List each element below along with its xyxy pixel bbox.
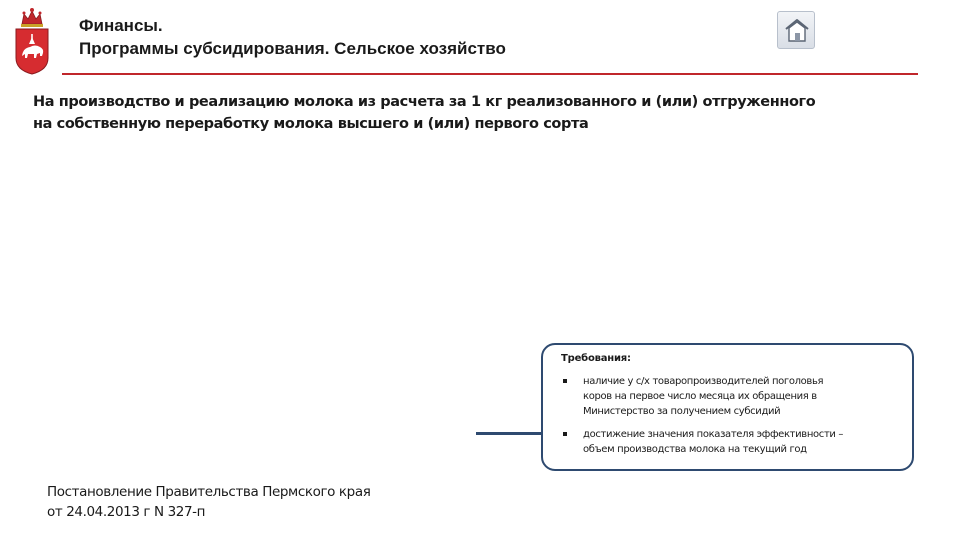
section-subtitle-line1: На производство и реализацию молока из расчета за 1 кг реализованного и (или) отгруженного bbox=[33, 94, 816, 110]
regulation-reference-line2: от 24.04.2013 г N 327-п bbox=[47, 504, 206, 520]
list-item bbox=[561, 374, 896, 419]
connector-line bbox=[476, 432, 543, 435]
list-item bbox=[561, 427, 896, 457]
requirements-title: Требования: bbox=[561, 353, 631, 364]
bullet-icon bbox=[563, 379, 567, 383]
requirement-text-line: коров на первое число месяца их обращения в bbox=[583, 391, 817, 402]
header-divider bbox=[62, 73, 918, 75]
perm-krai-coat-of-arms-icon bbox=[13, 6, 51, 76]
section-subtitle-line2: на собственную переработку молока высшего и (или) первого сорта bbox=[33, 116, 589, 132]
page-title bbox=[79, 14, 506, 60]
requirements-list bbox=[561, 374, 896, 457]
regulation-reference-line1: Постановление Правительства Пермского края bbox=[47, 484, 371, 500]
requirement-text-line: объем производства молока на текущий год bbox=[583, 444, 807, 455]
page-title-line2: Программы субсидирования. Сельское хозяйство bbox=[79, 39, 506, 58]
requirements-box bbox=[541, 343, 914, 471]
home-button[interactable] bbox=[777, 11, 815, 49]
bullet-icon bbox=[563, 432, 567, 436]
home-icon bbox=[783, 16, 811, 44]
page-title-line1: Финансы. bbox=[79, 16, 163, 35]
requirement-text-line: наличие у с/х товаропроизводителей поголовья bbox=[583, 376, 824, 387]
requirement-text-line: Министерство за получением субсидий bbox=[583, 406, 781, 417]
section-subtitle bbox=[33, 91, 913, 135]
regulation-reference bbox=[47, 482, 370, 522]
requirement-text-line: достижение значения показателя эффективности – bbox=[583, 429, 844, 440]
